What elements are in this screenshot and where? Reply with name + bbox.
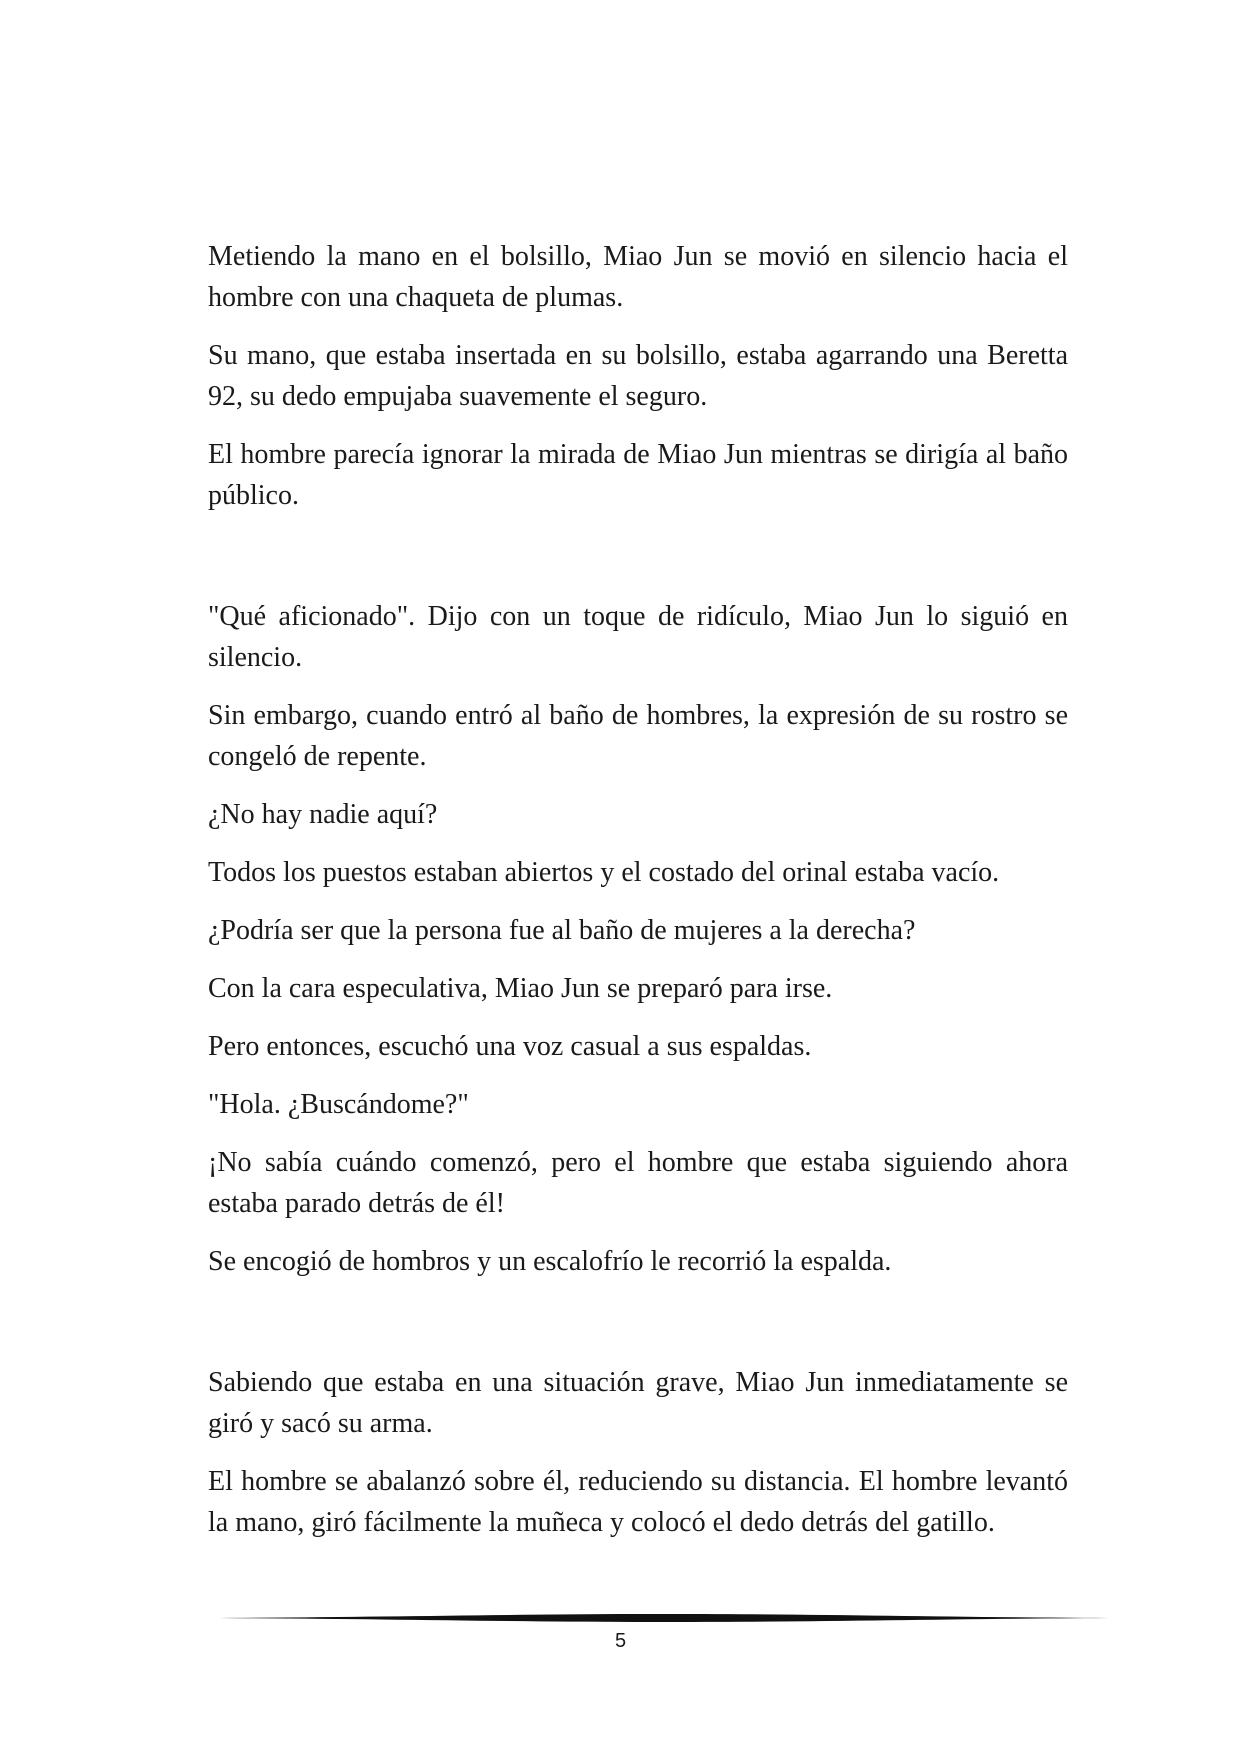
paragraph: Sabiendo que estaba en una situación grave, Miao Jun inmediatamente se giró y sacó su arma. <box>208 1367 1068 1439</box>
paragraph: Sin embargo, cuando entró al baño de hombres, la expresión de su rostro se congeló de repente. <box>208 700 1068 772</box>
paragraph: Con la cara especulativa, Miao Jun se preparó para irse. <box>208 973 833 1004</box>
paragraph: Metiendo la mano en el bolsillo, Miao Jun se movió en silencio hacia el hombre con una chaqueta de plumas. <box>208 241 1068 313</box>
paragraph: "Hola. ¿Buscándome?" <box>208 1089 469 1120</box>
paragraph: "Qué aficionado". Dijo con un toque de ridículo, Miao Jun lo siguió en silencio. <box>208 601 1068 673</box>
paragraph: Su mano, que estaba insertada en su bolsillo, estaba agarrando una Beretta 92, su dedo empujaba suavemente el seguro. <box>208 340 1068 412</box>
paragraph: Se encogió de hombros y un escalofrío le recorrió la espalda. <box>208 1246 892 1277</box>
body-text <box>208 236 1068 1560</box>
footer-divider <box>208 1612 1108 1624</box>
page-number: 5 <box>614 1630 627 1652</box>
paragraph: El hombre se abalanzó sobre él, reduciendo su distancia. El hombre levantó la mano, giró fácilmente la muñeca y colocó el dedo detrás del gatillo. <box>208 1466 1068 1538</box>
paragraph: ¿Podría ser que la persona fue al baño de mujeres a la derecha? <box>208 915 916 946</box>
paragraph: ¿No hay nadie aquí? <box>208 799 438 830</box>
paragraph: Todos los puestos estaban abiertos y el costado del orinal estaba vacío. <box>208 857 1000 888</box>
paragraph: ¡No sabía cuándo comenzó, pero el hombre que estaba siguiendo ahora estaba parado detrás de él! <box>208 1147 1068 1219</box>
paragraph: El hombre parecía ignorar la mirada de Miao Jun mientras se dirigía al baño público. <box>208 439 1068 511</box>
paragraph: Pero entonces, escuchó una voz casual a sus espaldas. <box>208 1031 812 1062</box>
